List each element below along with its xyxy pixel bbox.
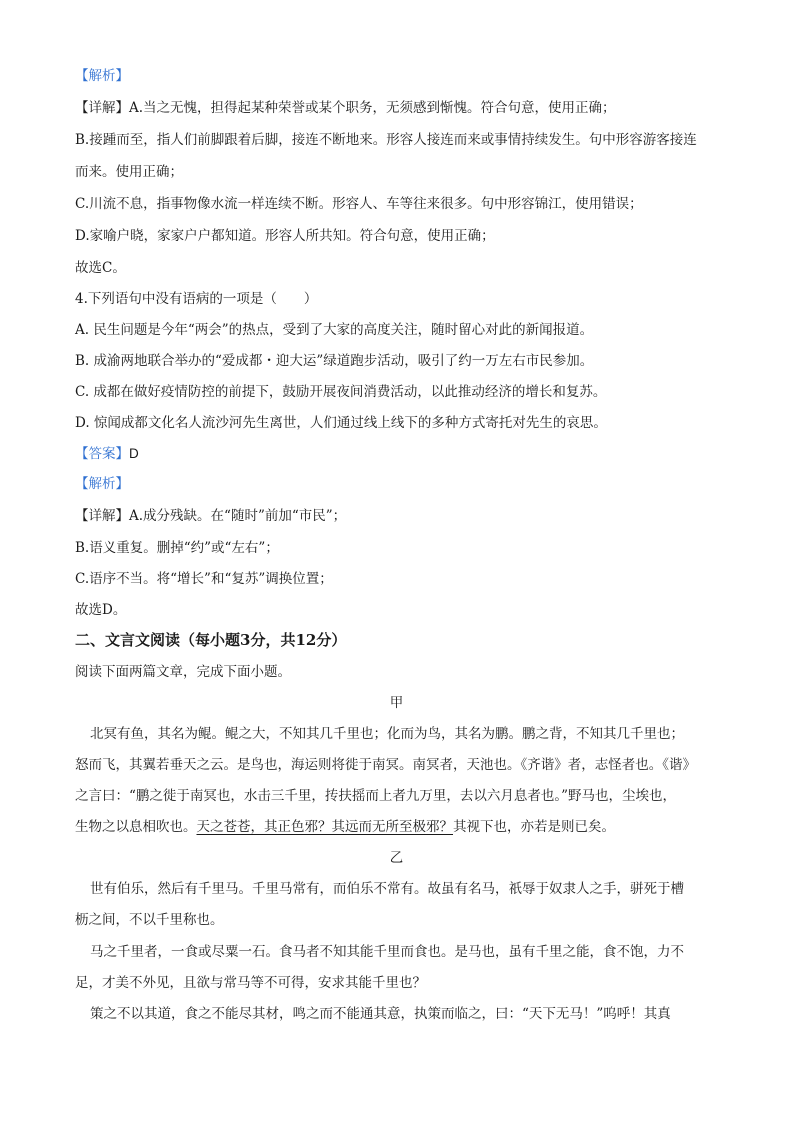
- passage-a-line-3: 之言曰：“鹏之徙于南冥也，水击三千里，抟扶摇而上者九万里，去以六月息者也。”野马也，尘埃也，: [75, 788, 677, 804]
- option-d: D. 惊闻成都文化名人流沙河先生离世，人们通过线上线下的多种方式寄托对先生的哀思。: [75, 415, 607, 431]
- instructions: 阅读下面两篇文章，完成下面小题。: [75, 664, 291, 680]
- explanation-4a: 【详解】A.成分残缺。在“随时”前加“市民”；: [75, 508, 347, 524]
- passage-a-line-4: 生物之以息相吹也。天之苍苍，其正色邪？其远而无所至极邪？其视下也，亦若是则已矣。: [75, 819, 615, 835]
- passage-a-line-1: 北冥有鱼，其名为鲲。鲲之大，不知其几千里也；化而为鸟，其名为鹏。鹏之背，不知其几千里也；: [90, 726, 684, 742]
- answer-value: D: [129, 446, 139, 461]
- passage-b-line-3: 马之千里者，一食或尽粟一石。食马者不知其能千里而食也。是马也，虽有千里之能，食不饱，力不: [90, 944, 684, 960]
- explanation-b-cont: 而来。使用正确；: [75, 164, 183, 180]
- option-b: B. 成渝两地联合举办的“爱成都・迎大运”绿道跑步活动，吸引了约一万左右市民参加。: [75, 353, 594, 369]
- passage-b-title: 乙: [389, 850, 404, 866]
- section-heading: 二、文言文阅读（每小题3分，共12分）: [75, 631, 347, 649]
- passage-b-line-5: 策之不以其道，食之不能尽其材，鸣之而不能通其意，执策而临之，曰：“天下无马！”呜呼！其真: [90, 1006, 671, 1022]
- question-4: 4.下列语句中没有语病的一项是（ ）: [75, 291, 318, 307]
- answer-choice-2: 故选D。: [75, 602, 127, 618]
- explanation-a: 【详解】A.当之无愧，担得起某种荣誉或某个职务，无须感到惭愧。符合句意，使用正确；: [75, 100, 616, 116]
- explanation-b: B.接踵而至，指人们前脚跟着后脚，接连不断地来。形容人接连而来或事情持续发生。句中形容游客接连: [75, 132, 697, 148]
- explanation-4c: C.语序不当。将“增长”和“复苏”调换位置；: [75, 571, 333, 587]
- passage-b-line-4: 足，才美不外见，且欲与常马等不可得，安求其能千里也？: [75, 975, 426, 991]
- option-c: C. 成都在做好疫情防控的前提下，鼓励开展夜间消费活动，以此推动经济的增长和复苏。: [75, 384, 607, 400]
- passage-b-line-1: 世有伯乐，然后有千里马。千里马常有，而伯乐不常有。故虽有名马，祇辱于奴隶人之手，骈死于槽: [90, 881, 684, 897]
- answer-tag: 【答案】: [75, 446, 129, 462]
- answer-line: [75, 446, 139, 462]
- option-a: A. 民生问题是今年“两会”的热点，受到了大家的高度关注，随时留心对此的新闻报道。: [75, 322, 594, 338]
- passage-b-line-2: 枥之间，不以千里称也。: [75, 912, 224, 928]
- underlined-sentence: 天之苍苍，其正色邪？其远而无所至极邪？: [196, 819, 453, 835]
- passage-a-title: 甲: [389, 695, 404, 711]
- answer-choice: 故选C。: [75, 260, 126, 276]
- explanation-4b: B.语义重复。删掉“约”或“左右”；: [75, 540, 279, 556]
- analysis-tag-2: 【解析】: [75, 476, 129, 492]
- explanation-d: D.家喻户晓，家家户户都知道。形容人所共知。符合句意，使用正确；: [75, 228, 495, 244]
- passage-a-line-2: 怒而飞，其翼若垂天之云。是鸟也，海运则将徙于南冥。南冥者，天池也。《齐谐》者，志怪者也。《谐》: [75, 757, 696, 773]
- explanation-c: C.川流不息，指事物像水流一样连续不断。形容人、车等往来很多。句中形容锦江，使用错误；: [75, 196, 643, 212]
- analysis-tag: 【解析】: [75, 68, 129, 84]
